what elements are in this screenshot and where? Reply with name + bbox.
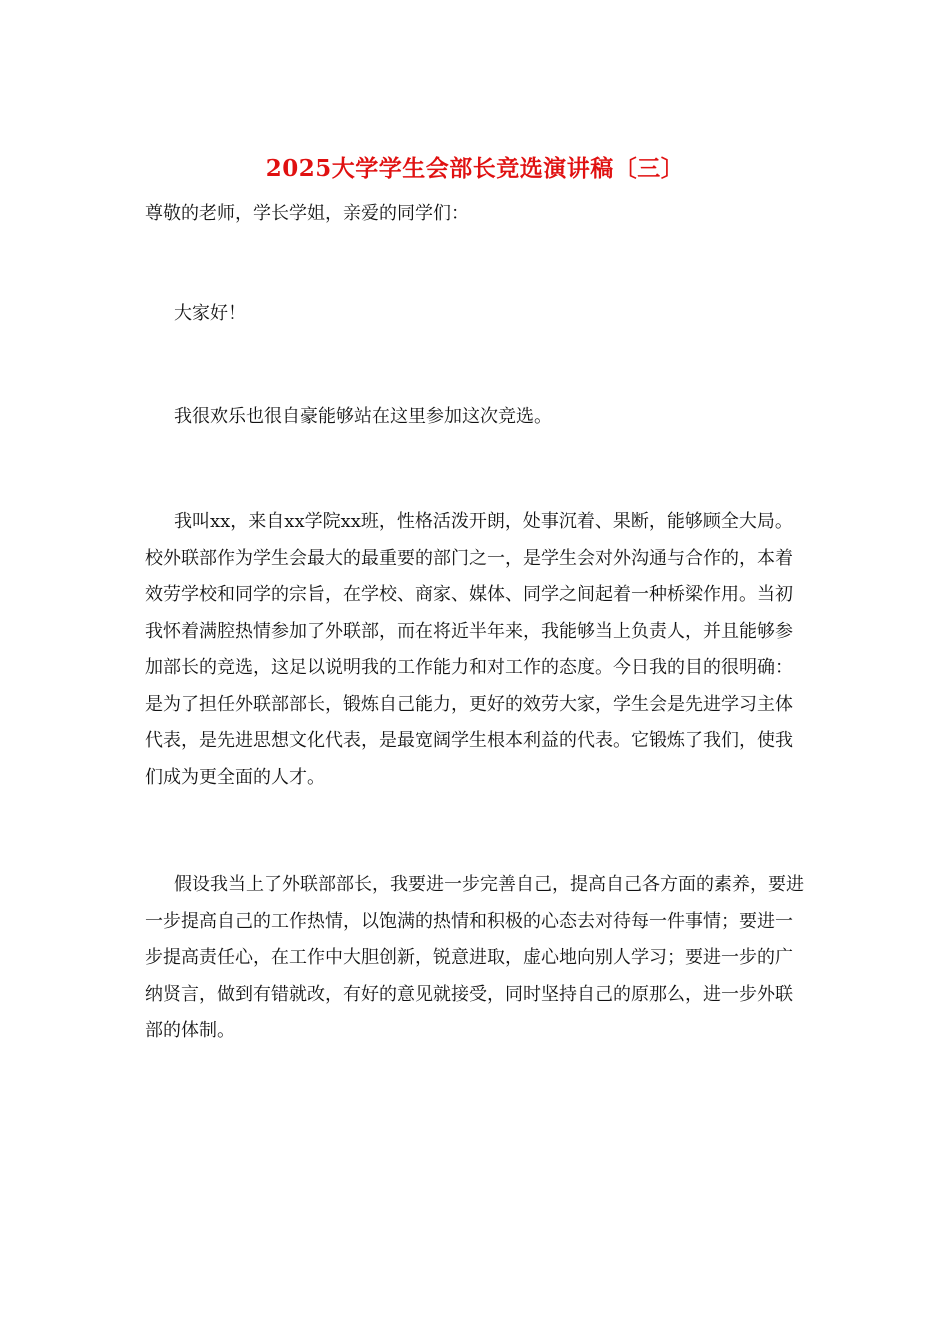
paragraph-plan: 假设我当上了外联部部长，我要进一步完善自己，提高自己各方面的素养，要进一步提高自己的工作热情，以饱满的热情和积极的心态去对待每一件事情；要进一步提高责任心，在工作中大胆创新，锐意进取，虚心地向别人学习；要进一步的广纳贤言，做到有错就改，有好的意见就接受，同时坚持自己的原那么，进一步外联部的体制。	[145, 874, 804, 1041]
page-title: 2025大学学生会部长竞选演讲稿〔三〕	[265, 155, 685, 182]
paragraph-greeting: 大家好！	[174, 303, 246, 324]
paragraph-introduction: 我叫xx，来自xx学院xx班，性格活泼开朗，处事沉着、果断，能够顾全大局。校外联部作为学生会最大的最重要的部门之一，是学生会对外沟通与合作的，本着效劳学校和同学的宗旨，在学校、商家、媒体、同学之间起着一种桥梁作用。当初我怀着满腔热情参加了外联部，而在将近半年来，我能够当上负责人，并且能够参加部长的竞选，这足以说明我的工作能力和对工作的态度。今日我的目的很明确：是为了担任外联部部长，锻炼自己能力，更好的效劳大家，学生会是先进学习主体代表，是先进思想文化代表，是最宽阔学生根本利益的代表。它锻炼了我们，使我们成为更全面的人才。	[145, 511, 793, 788]
salutation: 尊敬的老师，学长学姐，亲爱的同学们：	[145, 203, 469, 224]
paragraph-happy: 我很欢乐也很自豪能够站在这里参加这次竞选。	[174, 406, 552, 427]
